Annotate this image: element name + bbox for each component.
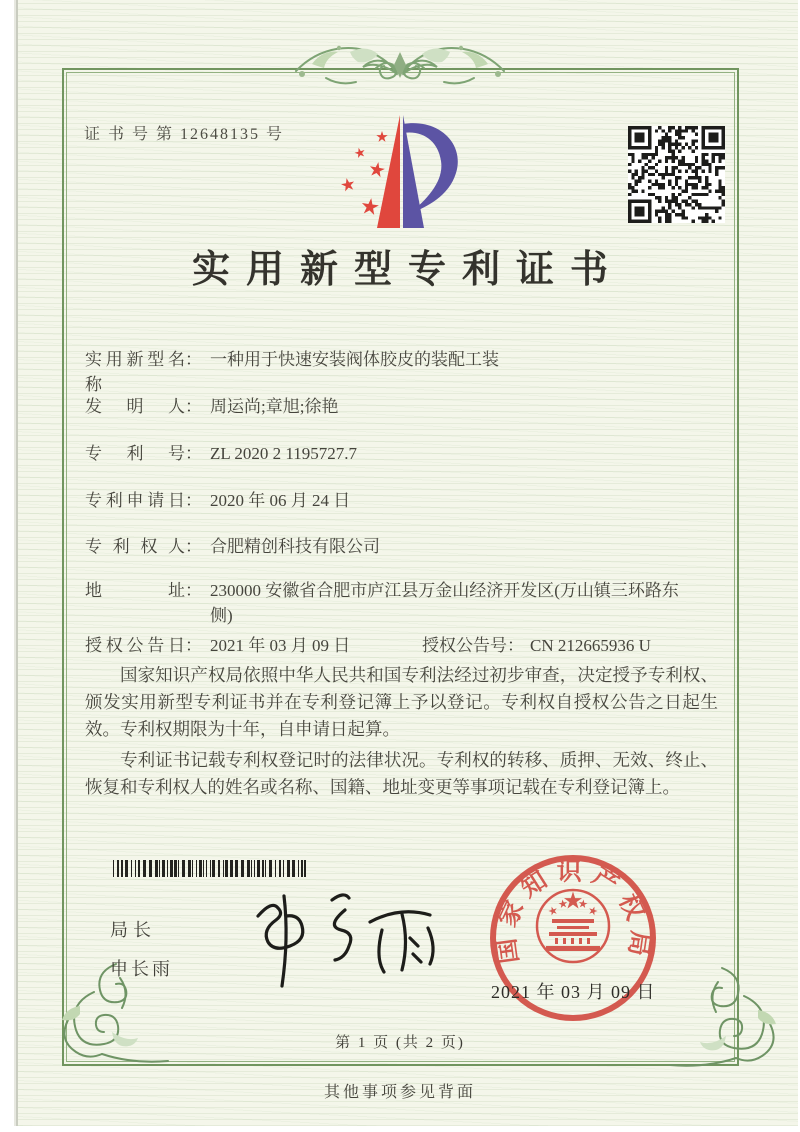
paragraph: 专利证书记载专利权登记时的法律状况。专利权的转移、质押、无效、终止、恢复和专利权人的姓名或名称、国籍、地址变更等事项记载在专利登记簿上。: [85, 750, 718, 797]
legal-paragraphs: [85, 662, 718, 805]
field-label: 专利权人: [85, 537, 185, 556]
field-row-type-name: [85, 347, 725, 397]
field-row-address: [85, 578, 725, 628]
paragraph: 国家知识产权局依照中华人民共和国专利法经过初步审查，决定授予专利权、颁发实用新型专利证书并在专利登记簿上予以登记。专利权自授权公告之日起生效。专利权期限为十年，自申请日起算。: [85, 665, 718, 739]
bottom-right-flourish-icon: [668, 962, 788, 1080]
field-row-patentee: [85, 534, 725, 559]
field-value: 230000 安徽省合肥市庐江县万金山经济开发区(万山镇三环路东侧): [210, 581, 679, 625]
colon: ：: [185, 491, 202, 510]
logo-stars: [340, 131, 388, 215]
colon: ：: [185, 537, 202, 556]
field-value: 2020 年 06 月 24 日: [210, 491, 351, 510]
seal-national-emblem: [537, 890, 609, 962]
footer-note: 其他事项参见背面: [323, 1084, 476, 1101]
field-value: 一种用于快速安装阀体胶皮的装配工装: [210, 350, 499, 369]
certificate-title: 实用新型专利证书: [191, 249, 624, 291]
cnipa-patent-logo-icon: [325, 110, 475, 238]
field-value: CN 212665936 U: [530, 636, 651, 655]
field-value: ZL 2020 2 1195727.7: [210, 444, 358, 463]
colon: ：: [185, 350, 202, 369]
field-value: 2021 年 03 月 09 日: [210, 636, 351, 655]
field-label: 专利申请日: [85, 491, 185, 510]
field-label: 专利号: [85, 444, 185, 463]
barcode-icon: [113, 860, 309, 877]
colon: ：: [185, 444, 202, 463]
colon: ：: [185, 397, 202, 416]
field-row-filing-date: [85, 488, 725, 513]
field-label: 发明人: [85, 397, 185, 416]
footer-page-number: 第 1 页 (共 2 页): [335, 1035, 465, 1051]
certificate-number: 证 书 号 第 12648135 号: [84, 126, 285, 143]
qr-code-icon: [628, 126, 725, 223]
seal-text: 国家知识产权局: [492, 858, 654, 966]
signer-name: 申长雨: [110, 959, 173, 979]
field-row-inventors: [85, 394, 725, 419]
field-value: 周运尚;章旭;徐艳: [210, 397, 339, 416]
top-garland-ornament-icon: [292, 34, 508, 98]
signer-title: 局长: [110, 920, 156, 940]
colon: ：: [185, 581, 202, 600]
field-row-grant: [85, 633, 725, 658]
field-value: 合肥精创科技有限公司: [210, 537, 380, 556]
cnipa-round-seal-icon: [478, 843, 668, 1033]
field-label: 授权公告号: [422, 636, 507, 655]
field-label: 实用新型名称: [85, 350, 185, 394]
colon: ：: [185, 636, 202, 655]
field-row-patent-number: [85, 441, 725, 466]
seal-date: 2021 年 03 月 09 日: [491, 982, 656, 1002]
field-label: 地址: [85, 581, 185, 600]
grant-number-group: [422, 633, 651, 658]
colon: ：: [507, 636, 524, 655]
logo-red-wedge: [377, 115, 400, 228]
field-label: 授权公告日: [85, 636, 185, 655]
handwritten-signature-icon: [230, 878, 450, 998]
